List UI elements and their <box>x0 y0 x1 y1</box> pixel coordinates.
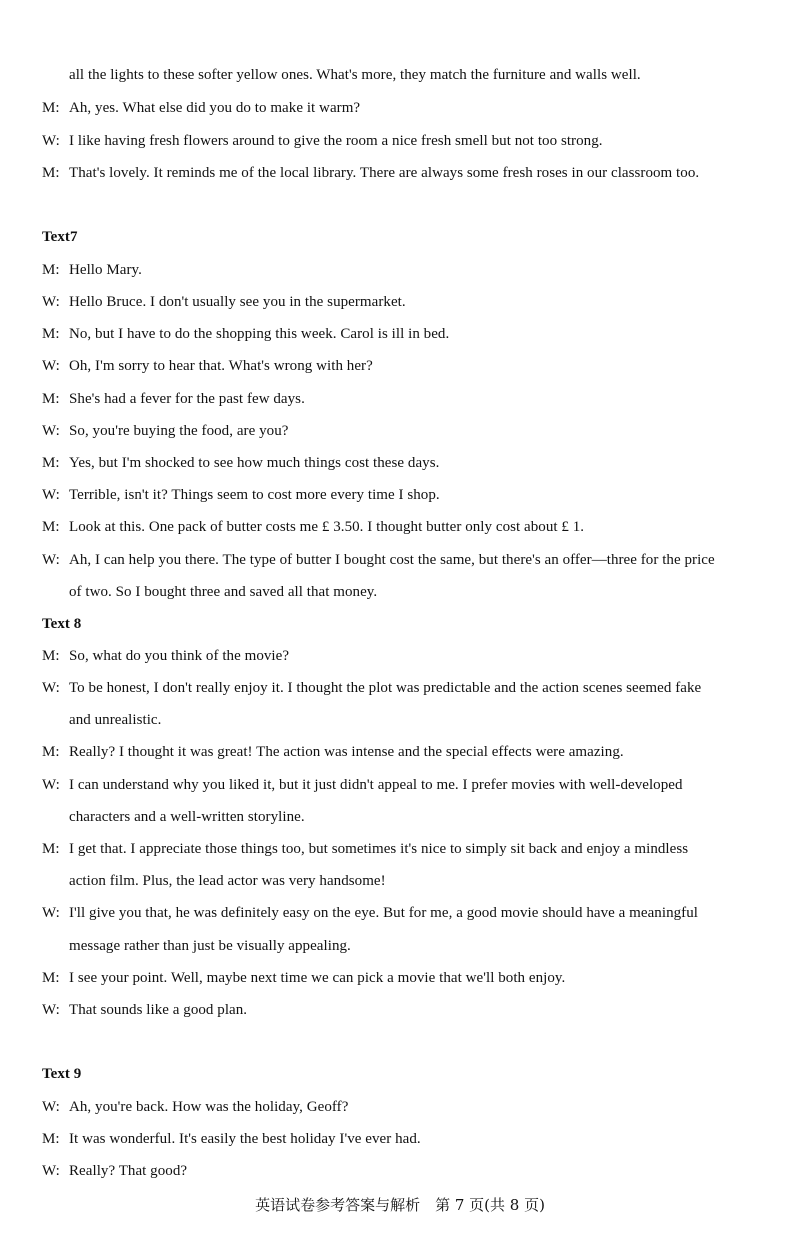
transcript-line <box>42 357 772 375</box>
speaker-label: W: <box>42 777 60 793</box>
line-text: It was wonderful. It's easily the best holiday I've ever had. <box>69 1131 421 1147</box>
transcript-line <box>69 711 799 729</box>
section-heading: Text 9 <box>42 1066 82 1082</box>
line-text: Look at this. One pack of butter costs me £ 3.50. I thought butter only cost about £ 1. <box>69 519 585 535</box>
transcript-line <box>42 679 772 697</box>
line-text: Ah, yes. What else did you do to make it warm? <box>69 100 361 116</box>
transcript-line <box>42 325 772 343</box>
section-heading: Text 8 <box>42 616 82 632</box>
speaker-label: M: <box>42 100 60 116</box>
transcript-line <box>42 518 772 536</box>
line-text: Ah, you're back. How was the holiday, Geoff? <box>69 1099 349 1115</box>
speaker-label: M: <box>42 519 60 535</box>
line-text: Hello Mary. <box>69 262 142 278</box>
speaker-label: W: <box>42 552 60 568</box>
line-text: I like having fresh flowers around to give the room a nice fresh smell but not too strong. <box>69 133 603 149</box>
line-text: Really? That good? <box>69 1163 188 1179</box>
transcript-line <box>69 583 799 601</box>
speaker-label: W: <box>42 294 60 310</box>
line-text: Oh, I'm sorry to hear that. What's wrong with her? <box>69 358 373 374</box>
speaker-label: W: <box>42 905 60 921</box>
speaker-label: M: <box>42 326 60 342</box>
speaker-label: M: <box>42 262 60 278</box>
speaker-label: W: <box>42 358 60 374</box>
line-text: message rather than just be visually appealing. <box>69 938 351 954</box>
speaker-label: W: <box>42 133 60 149</box>
transcript-line <box>42 454 772 472</box>
line-text: That's lovely. It reminds me of the local library. There are always some fresh roses in our classroom too. <box>69 165 700 181</box>
line-text: Terrible, isn't it? Things seem to cost more every time I shop. <box>69 487 440 503</box>
line-text: of two. So I bought three and saved all that money. <box>69 584 378 600</box>
transcript-line <box>42 1162 772 1180</box>
transcript-line <box>42 551 772 569</box>
transcript-line <box>42 647 772 665</box>
line-text: I see your point. Well, maybe next time we can pick a movie that we'll both enjoy. <box>69 970 566 986</box>
transcript-line <box>42 99 772 117</box>
line-text: That sounds like a good plan. <box>69 1002 248 1018</box>
line-text: To be honest, I don't really enjoy it. I thought the plot was predictable and the action scenes seemed fake <box>69 680 702 696</box>
speaker-label: M: <box>42 165 60 181</box>
line-text: Really? I thought it was great! The action was intense and the special effects were amazing. <box>69 744 624 760</box>
speaker-label: M: <box>42 744 60 760</box>
transcript-line <box>42 422 772 440</box>
line-text: So, you're buying the food, are you? <box>69 423 289 439</box>
speaker-label: M: <box>42 1131 60 1147</box>
transcript-line <box>42 1098 772 1116</box>
transcript-line <box>69 937 799 955</box>
transcript-line <box>69 808 799 826</box>
transcript-line <box>42 132 772 150</box>
line-text: So, what do you think of the movie? <box>69 648 290 664</box>
transcript-line <box>42 743 772 761</box>
page-footer: 英语试卷参考答案与解析 第 7 页(共 8 页) <box>255 1196 545 1214</box>
speaker-label: M: <box>42 648 60 664</box>
speaker-label: W: <box>42 1099 60 1115</box>
transcript-line <box>42 1001 772 1019</box>
speaker-label: W: <box>42 1163 60 1179</box>
line-text: I get that. I appreciate those things too, but sometimes it's nice to simply sit back and enjoy a mindless <box>69 841 689 857</box>
transcript-line <box>69 66 799 84</box>
transcript-line <box>42 486 772 504</box>
transcript-line <box>42 261 772 279</box>
speaker-label: M: <box>42 841 60 857</box>
speaker-label: W: <box>42 680 60 696</box>
line-text: all the lights to these softer yellow ones. What's more, they match the furniture and walls well. <box>69 67 641 83</box>
line-text: and unrealistic. <box>69 712 162 728</box>
transcript-line <box>42 164 772 182</box>
transcript-line <box>42 1130 772 1148</box>
transcript-line <box>42 969 772 987</box>
line-text: No, but I have to do the shopping this week. Carol is ill in bed. <box>69 326 450 342</box>
speaker-label: W: <box>42 487 60 503</box>
line-text: I'll give you that, he was definitely easy on the eye. But for me, a good movie should have a meaningful <box>69 905 698 921</box>
speaker-label: M: <box>42 455 60 471</box>
speaker-label: W: <box>42 1002 60 1018</box>
transcript-line <box>42 776 772 794</box>
transcript-line <box>42 904 772 922</box>
speaker-label: M: <box>42 391 60 407</box>
line-text: characters and a well-written storyline. <box>69 809 305 825</box>
transcript-line <box>42 390 772 408</box>
speaker-label: M: <box>42 970 60 986</box>
line-text: Hello Bruce. I don't usually see you in the supermarket. <box>69 294 406 310</box>
transcript-line <box>42 840 772 858</box>
section-heading: Text7 <box>42 229 78 245</box>
line-text: Yes, but I'm shocked to see how much things cost these days. <box>69 455 440 471</box>
transcript-line <box>69 872 799 890</box>
line-text: Ah, I can help you there. The type of butter I bought cost the same, but there's an offer—three for the price <box>69 552 715 568</box>
line-text: She's had a fever for the past few days. <box>69 391 305 407</box>
line-text: action film. Plus, the lead actor was very handsome! <box>69 873 386 889</box>
speaker-label: W: <box>42 423 60 439</box>
line-text: I can understand why you liked it, but it just didn't appeal to me. I prefer movies with well-developed <box>69 777 683 793</box>
transcript-line <box>42 293 772 311</box>
